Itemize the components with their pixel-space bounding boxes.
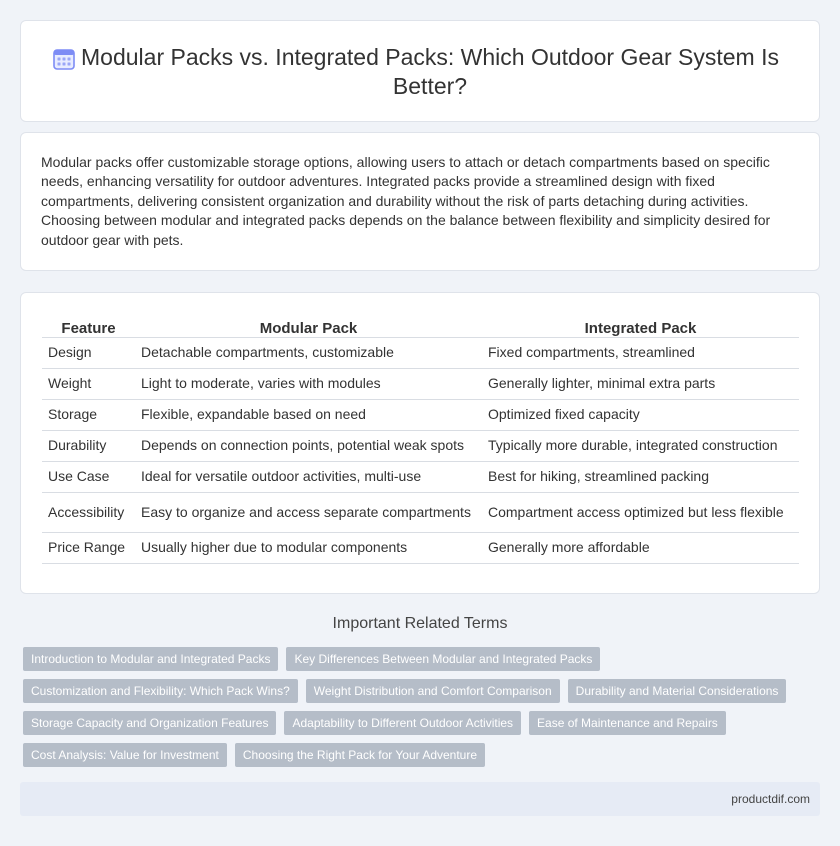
feature-cell: Durability — [42, 430, 135, 461]
feature-cell: Weight — [42, 368, 135, 399]
related-terms-tags — [23, 647, 813, 767]
modular-cell: Detachable compartments, customizable — [135, 337, 482, 368]
related-term-tag[interactable]: Adaptability to Different Outdoor Activities — [284, 711, 521, 735]
related-term-tag[interactable]: Weight Distribution and Comfort Comparison — [306, 679, 560, 703]
related-term-tag[interactable]: Introduction to Modular and Integrated Packs — [23, 647, 278, 671]
feature-cell: Accessibility — [42, 492, 135, 532]
title-wrap — [61, 43, 799, 101]
table-header-row — [42, 314, 799, 337]
feature-cell: Price Range — [42, 532, 135, 563]
header-integrated-pack: Integrated Pack — [482, 314, 799, 337]
footer-site-link[interactable]: productdif.com — [731, 792, 810, 806]
related-term-tag[interactable]: Storage Capacity and Organization Features — [23, 711, 276, 735]
related-terms-title: Important Related Terms — [332, 615, 508, 632]
comparison-table-card — [20, 292, 820, 594]
integrated-cell: Optimized fixed capacity — [482, 399, 799, 430]
integrated-cell: Typically more durable, integrated construction — [482, 430, 799, 461]
table-row — [42, 492, 799, 532]
related-term-tag[interactable]: Cost Analysis: Value for Investment — [23, 743, 227, 767]
integrated-cell: Best for hiking, streamlined packing — [482, 461, 799, 492]
integrated-cell: Generally lighter, minimal extra parts — [482, 368, 799, 399]
intro-card — [20, 132, 820, 271]
footer-bar — [20, 782, 820, 816]
table-row — [42, 532, 799, 563]
related-term-tag[interactable]: Key Differences Between Modular and Integrated Packs — [286, 647, 600, 671]
intro-paragraph: Modular packs offer customizable storage options, allowing users to attach or detach compartments based on specific needs, enhancing versatility for outdoor adventures. Integrated packs provide a streamlined design with fixed compartments, delivering consistent organization and durability without the risk of parts detaching during activities. Choosing between modular and integrated packs depends on the balance between flexibility and simplicity desired for outdoor gear with pets. — [41, 154, 771, 248]
feature-cell: Storage — [42, 399, 135, 430]
comparison-table — [42, 314, 799, 564]
related-term-tag[interactable]: Customization and Flexibility: Which Pack Wins? — [23, 679, 298, 703]
integrated-cell: Compartment access optimized but less flexible — [482, 492, 799, 532]
related-term-tag[interactable]: Ease of Maintenance and Repairs — [529, 711, 726, 735]
table-row — [42, 399, 799, 430]
table-row — [42, 461, 799, 492]
table-row — [42, 337, 799, 368]
page-title: Modular Packs vs. Integrated Packs: Which Outdoor Gear System Is Better? — [81, 44, 779, 99]
related-term-tag[interactable]: Choosing the Right Pack for Your Adventure — [235, 743, 485, 767]
related-term-tag[interactable]: Durability and Material Considerations — [568, 679, 787, 703]
table-row — [42, 430, 799, 461]
integrated-cell: Generally more affordable — [482, 532, 799, 563]
header-feature: Feature — [42, 314, 135, 337]
header-modular-pack: Modular Pack — [135, 314, 482, 337]
modular-cell: Usually higher due to modular components — [135, 532, 482, 563]
modular-cell: Flexible, expandable based on need — [135, 399, 482, 430]
modular-cell: Easy to organize and access separate compartments — [135, 492, 482, 532]
header-card — [20, 20, 820, 122]
feature-cell: Design — [42, 337, 135, 368]
table-row — [42, 368, 799, 399]
feature-cell: Use Case — [42, 461, 135, 492]
modular-cell: Ideal for versatile outdoor activities, multi-use — [135, 461, 482, 492]
modular-cell: Depends on connection points, potential weak spots — [135, 430, 482, 461]
modular-cell: Light to moderate, varies with modules — [135, 368, 482, 399]
integrated-cell: Fixed compartments, streamlined — [482, 337, 799, 368]
